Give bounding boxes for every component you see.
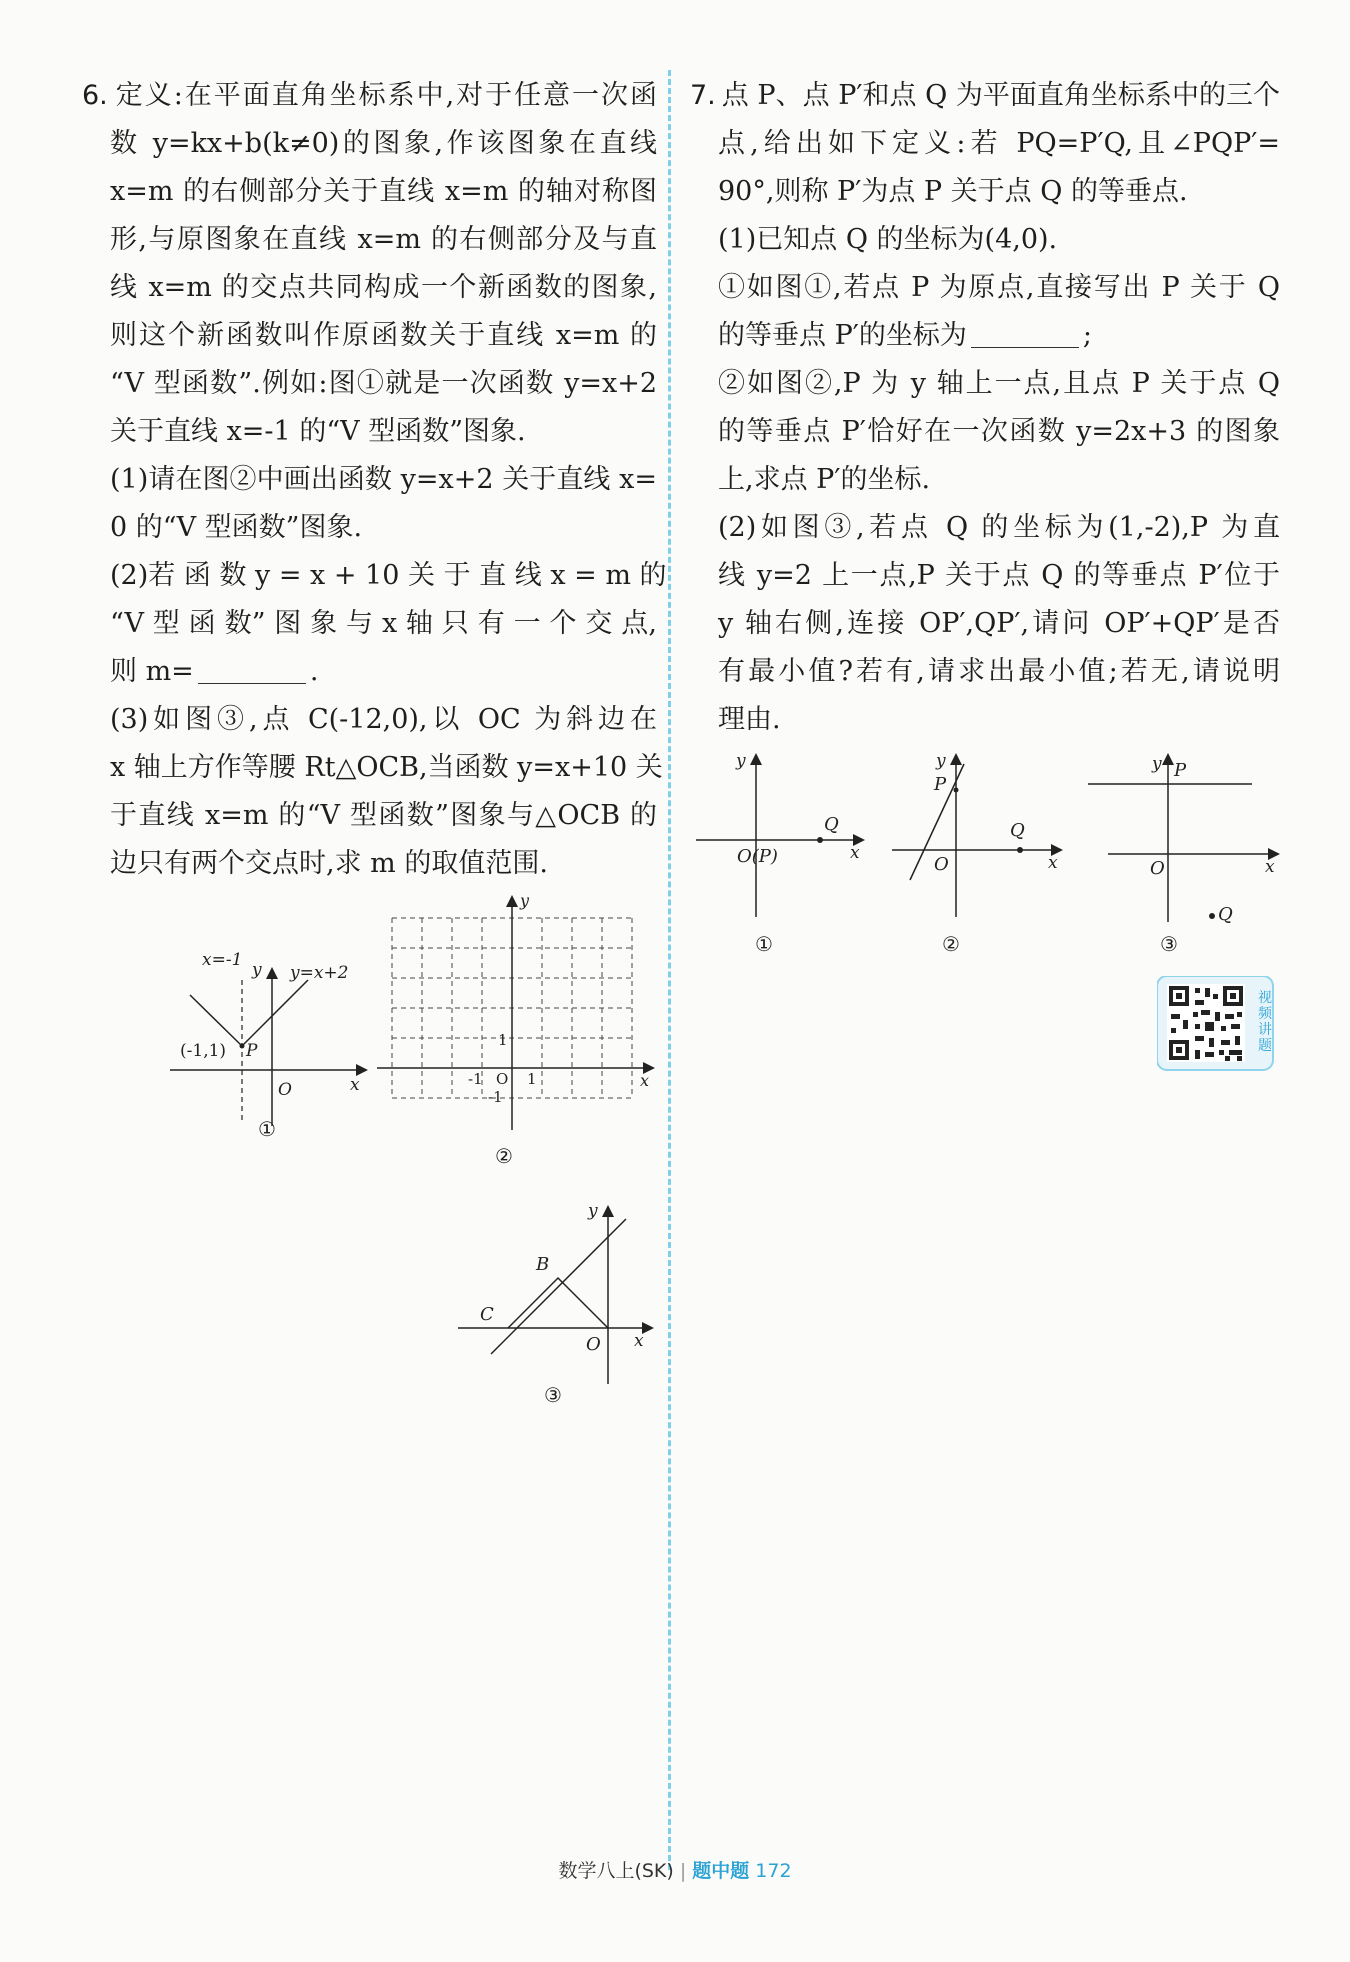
label-y: y [588, 1201, 598, 1221]
q6-line: 于直线 x=m 的“V 型函数”图象与△OCB 的 [110, 800, 657, 831]
brand-name: 题中题 [692, 1860, 750, 1882]
q6-line: 关于直线 x=-1 的“V 型函数”图象. [110, 416, 526, 447]
caption: ③ [544, 1383, 562, 1407]
label-p: P [246, 1041, 258, 1061]
q7-line: 理由. [718, 704, 781, 735]
q6-part-2: (2)若 函 数 y = x + 10 关 于 直 线 x = m 的 [110, 560, 667, 591]
q6-answer-line: 则 m= . [110, 656, 319, 687]
label-y: y [1152, 754, 1162, 774]
label-point: (-1,1) [180, 1041, 227, 1061]
label-b: B [536, 1254, 550, 1275]
label-y: y [936, 752, 946, 771]
q7-line: y 轴右侧,连接 OP′,QP′,请问 OP′+QP′是否 [718, 608, 1280, 639]
point-q [1209, 913, 1215, 919]
point-q [817, 837, 823, 843]
label-one-x: 1 [527, 1070, 537, 1088]
label-p: P [934, 774, 947, 795]
q6-line: 边只有两个交点时,求 m 的取值范围. [110, 848, 548, 879]
label-y: y [736, 752, 746, 771]
label-x: x [850, 843, 860, 863]
point-p [954, 788, 959, 793]
caption: ① [755, 932, 773, 956]
q7-figure-2 [890, 752, 1070, 962]
q7-line: 点,给出如下定义:若 PQ=P′Q,且∠PQP′= [718, 128, 1280, 159]
question-number: 6. [82, 80, 108, 111]
column-divider [668, 70, 671, 1870]
label-x: x [350, 1075, 360, 1095]
q6-line: “V 型函数”.例如:图①就是一次函数 y=x+2 [110, 368, 657, 399]
point-q [1017, 847, 1023, 853]
q6-fig2-caption: ② [495, 1144, 513, 1168]
label-origin: O [496, 1070, 509, 1088]
q7-line: 有最小值?若有,请求出最小值;若无,请说明 [718, 656, 1280, 687]
answer-blank[interactable] [198, 657, 306, 684]
q6-line: 则这个新函数叫作原函数关于直线 x=m 的 [110, 320, 657, 351]
page-number: 172 [755, 1860, 792, 1882]
label-o: O [934, 854, 949, 875]
q6-line: x=m 的右侧部分关于直线 x=m 的轴对称图 [110, 176, 657, 207]
label-neg1-x: -1 [468, 1070, 483, 1088]
question-7 [690, 72, 1280, 744]
vertex-point [240, 1044, 245, 1049]
line-y-x-plus-10 [491, 1219, 626, 1354]
q6-figure-1 [160, 930, 380, 1140]
q7-line: 线 y=2 上一点,P 关于点 Q 的等垂点 P′位于 [718, 560, 1280, 591]
label-o-p: O(P) [737, 846, 778, 867]
label-x: x [1048, 853, 1058, 873]
q6-line: 形,与原图象在直线 x=m 的右侧部分及与直 [110, 224, 657, 255]
q7-line: 90°,则称 P′为点 P 关于点 Q 的等垂点. [718, 176, 1188, 207]
q7-part-1: (1)已知点 Q 的坐标为(4,0). [718, 224, 1058, 255]
q6-part-3: (3)如图③,点 C(-12,0),以 OC 为斜边在 [110, 704, 657, 735]
answer-blank[interactable] [971, 321, 1079, 348]
q7-figure-3 [1082, 752, 1282, 962]
book-title: 数学八上(SK) [558, 1860, 674, 1882]
v-graph [190, 980, 308, 1046]
caption: ③ [1160, 932, 1178, 956]
q7-part-2: (2)如图③,若点 Q 的坐标为(1,-2),P 为直 [718, 512, 1280, 543]
question-number: 7. [690, 80, 716, 111]
label-y: y [252, 960, 262, 980]
label-c: C [480, 1304, 494, 1325]
q6-line: 数 y=kx+b(k≠0)的图象,作该图象在直线 [110, 128, 657, 159]
q7-sub-1: ①如图①,若点 P 为原点,直接写出 P 关于 Q [718, 272, 1280, 303]
triangle-ocb [508, 1278, 608, 1328]
label-o: O [1150, 858, 1165, 879]
label-origin: O [278, 1080, 292, 1100]
q6-line: 线 x=m 的交点共同构成一个新函数的图象, [110, 272, 657, 303]
qr-label: 视频讲题 [1258, 990, 1272, 1054]
q7-line-1: 7. 点 P、点 P′和点 Q 为平面直角坐标系中的三个 [690, 80, 1280, 111]
label-one-y: 1 [498, 1031, 508, 1049]
label-q: Q [824, 814, 839, 835]
q6-line: “V 型 函 数” 图 象 与 x 轴 只 有 一 个 交 点, [110, 608, 657, 639]
label-p: P [1174, 760, 1187, 781]
label-x: x [640, 1071, 650, 1090]
q6-part-1: (1)请在图②中画出函数 y=x+2 关于直线 x= [110, 464, 657, 495]
label-y-eq: y=x+2 [290, 963, 349, 983]
q6-line-1: 6. 定义:在平面直角坐标系中,对于任意一次函 [82, 80, 657, 111]
q6-figure-2 [372, 890, 662, 1140]
q6-line: 0 的“V 型函数”图象. [110, 512, 363, 543]
label-x: x [1265, 857, 1275, 877]
label-x: x [634, 1331, 644, 1351]
q7-sub-2: ②如图②,P 为 y 轴上一点,且点 P 关于点 Q [718, 368, 1280, 399]
label-x-eq: x=-1 [202, 950, 243, 970]
label-q: Q [1218, 904, 1233, 925]
q6-line: x 轴上方作等腰 Rt△OCB,当函数 y=x+10 关 [110, 752, 663, 783]
label-neg1-y: -1 [488, 1088, 503, 1106]
q7-answer-line: 的等垂点 P′的坐标为 ; [718, 320, 1092, 351]
page-footer: 数学八上(SK) | 题中题 172 [558, 1860, 792, 1882]
q7-line: 的等垂点 P′恰好在一次函数 y=2x+3 的图象 [718, 416, 1280, 447]
caption: ① [258, 1117, 276, 1140]
label-q: Q [1010, 820, 1025, 841]
q7-line: 上,求点 P′的坐标. [718, 464, 931, 495]
label-y: y [520, 891, 530, 910]
q7-figure-1 [692, 752, 872, 962]
q6-figure-3 [456, 1196, 656, 1421]
question-6 [82, 72, 667, 888]
caption: ② [942, 932, 960, 956]
label-o: O [586, 1334, 601, 1355]
